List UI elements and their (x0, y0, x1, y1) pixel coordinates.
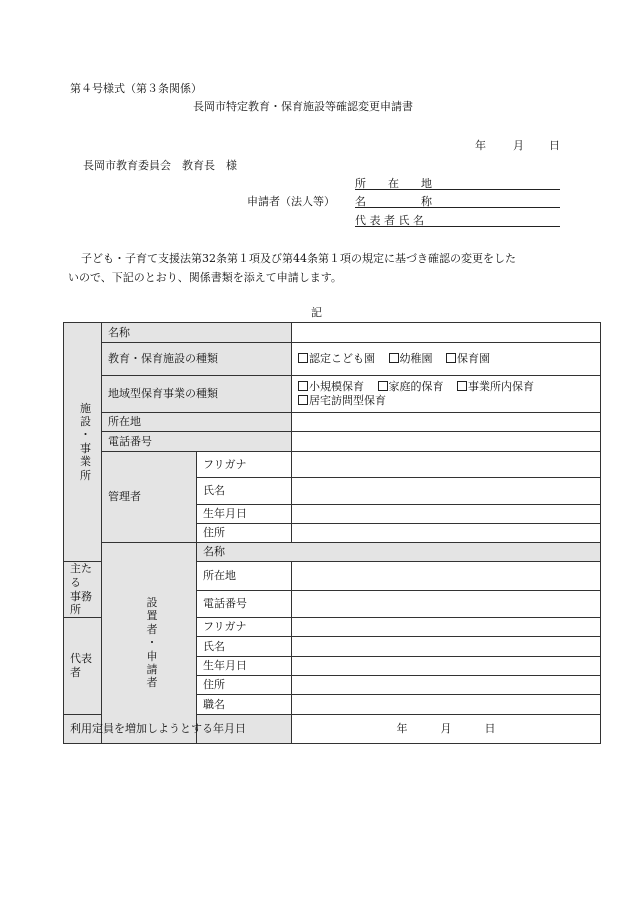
rep-name-label: 氏名 (197, 637, 292, 657)
checkbox-icon[interactable] (298, 353, 308, 363)
manager-birth-field[interactable] (292, 505, 601, 524)
applicant-address-field[interactable] (355, 178, 560, 190)
addressee: 長岡市教育委員会 教育長 様 (83, 159, 237, 172)
applicant-label: 申請者（法人等） (247, 195, 335, 208)
facility-name-label: 名称 (102, 323, 292, 343)
manager-address-label: 住所 (197, 524, 292, 543)
facility-type-label: 教育・保育施設の種類 (102, 343, 292, 376)
applicant-name-label: 名 称 (355, 195, 432, 208)
facility-location-field[interactable] (292, 413, 601, 432)
date-year: 年 (475, 139, 486, 152)
facility-location-label: 所在地 (102, 413, 292, 432)
rep-birth-label: 生年月日 (197, 657, 292, 676)
applicant-address-label: 所 在 地 (355, 177, 432, 190)
operator-name-label: 名称 (197, 543, 601, 562)
option-home-visit[interactable]: 居宅訪問型保育 (298, 394, 386, 408)
office-location-label: 所在地 (197, 562, 292, 591)
applicant-name-field[interactable] (355, 196, 560, 208)
office-location-field[interactable] (292, 562, 601, 591)
rep-position-label: 職名 (197, 695, 292, 715)
option-home-based[interactable]: 家庭的保育 (378, 380, 444, 394)
body-text-line-1: 子ども・子育て支援法第32条第１項及び第44条第１項の規定に基づき確認の変更をした (81, 252, 516, 265)
document-title: 長岡市特定教育・保育施設等確認変更申請書 (193, 100, 413, 113)
manager-furigana-field[interactable] (292, 452, 601, 478)
rep-birth-field[interactable] (292, 657, 601, 676)
option-nintei-kodomoen[interactable]: 認定こども園 (298, 352, 375, 366)
option-hoikuen[interactable]: 保育園 (446, 352, 490, 366)
application-table (63, 322, 601, 744)
facility-phone-field[interactable] (292, 432, 601, 452)
community-type-label: 地域型保育事業の種類 (102, 376, 292, 413)
manager-name-field[interactable] (292, 478, 601, 505)
applicant-rep-label: 代 表 者 氏 名 (355, 214, 424, 227)
rep-name-field[interactable] (292, 637, 601, 657)
manager-address-field[interactable] (292, 524, 601, 543)
facility-type-options (292, 343, 601, 376)
manager-birth-label: 生年月日 (197, 505, 292, 524)
manager-furigana-label: フリガナ (197, 452, 292, 478)
rep-position-field[interactable] (292, 695, 601, 715)
checkbox-icon[interactable] (298, 381, 308, 391)
ki-heading: 記 (311, 306, 322, 319)
checkbox-icon[interactable] (457, 381, 467, 391)
office-phone-field[interactable] (292, 590, 601, 617)
checkbox-icon[interactable] (298, 395, 308, 405)
rep-address-label: 住所 (197, 676, 292, 695)
rep-furigana-label: フリガナ (197, 618, 292, 637)
applicant-rep-field[interactable] (355, 215, 560, 227)
office-phone-label: 電話番号 (197, 590, 292, 617)
option-yochien[interactable]: 幼稚園 (389, 352, 433, 366)
checkbox-icon[interactable] (378, 381, 388, 391)
option-small-scale[interactable]: 小規模保育 (298, 380, 364, 394)
manager-name-label: 氏名 (197, 478, 292, 505)
rep-furigana-field[interactable] (292, 618, 601, 637)
section-facility-label: 施 設 ・ 事 業 所 (64, 323, 102, 562)
main-office-label: 主たる 事務所 (64, 562, 102, 618)
date-day: 日 (549, 139, 560, 152)
option-workplace[interactable]: 事業所内保育 (457, 380, 534, 394)
capacity-increase-label: 利用定員を増加しようとする年月日 (64, 715, 292, 744)
representative-label: 代表者 (64, 618, 102, 715)
date-month: 月 (513, 139, 524, 152)
rep-address-field[interactable] (292, 676, 601, 695)
manager-label: 管理者 (102, 452, 197, 543)
section-operator-label: 設 置 者 ・ 申 請 者 (102, 543, 197, 744)
form-number: 第４号様式（第３条関係） (70, 82, 202, 95)
capacity-increase-date-field[interactable]: 年 月 日 (292, 715, 601, 744)
community-type-options (292, 376, 601, 413)
checkbox-icon[interactable] (389, 353, 399, 363)
facility-phone-label: 電話番号 (102, 432, 292, 452)
body-text-line-2: いので、下記のとおり、関係書類を添えて申請します。 (68, 271, 342, 284)
facility-name-field[interactable] (292, 323, 601, 343)
checkbox-icon[interactable] (446, 353, 456, 363)
